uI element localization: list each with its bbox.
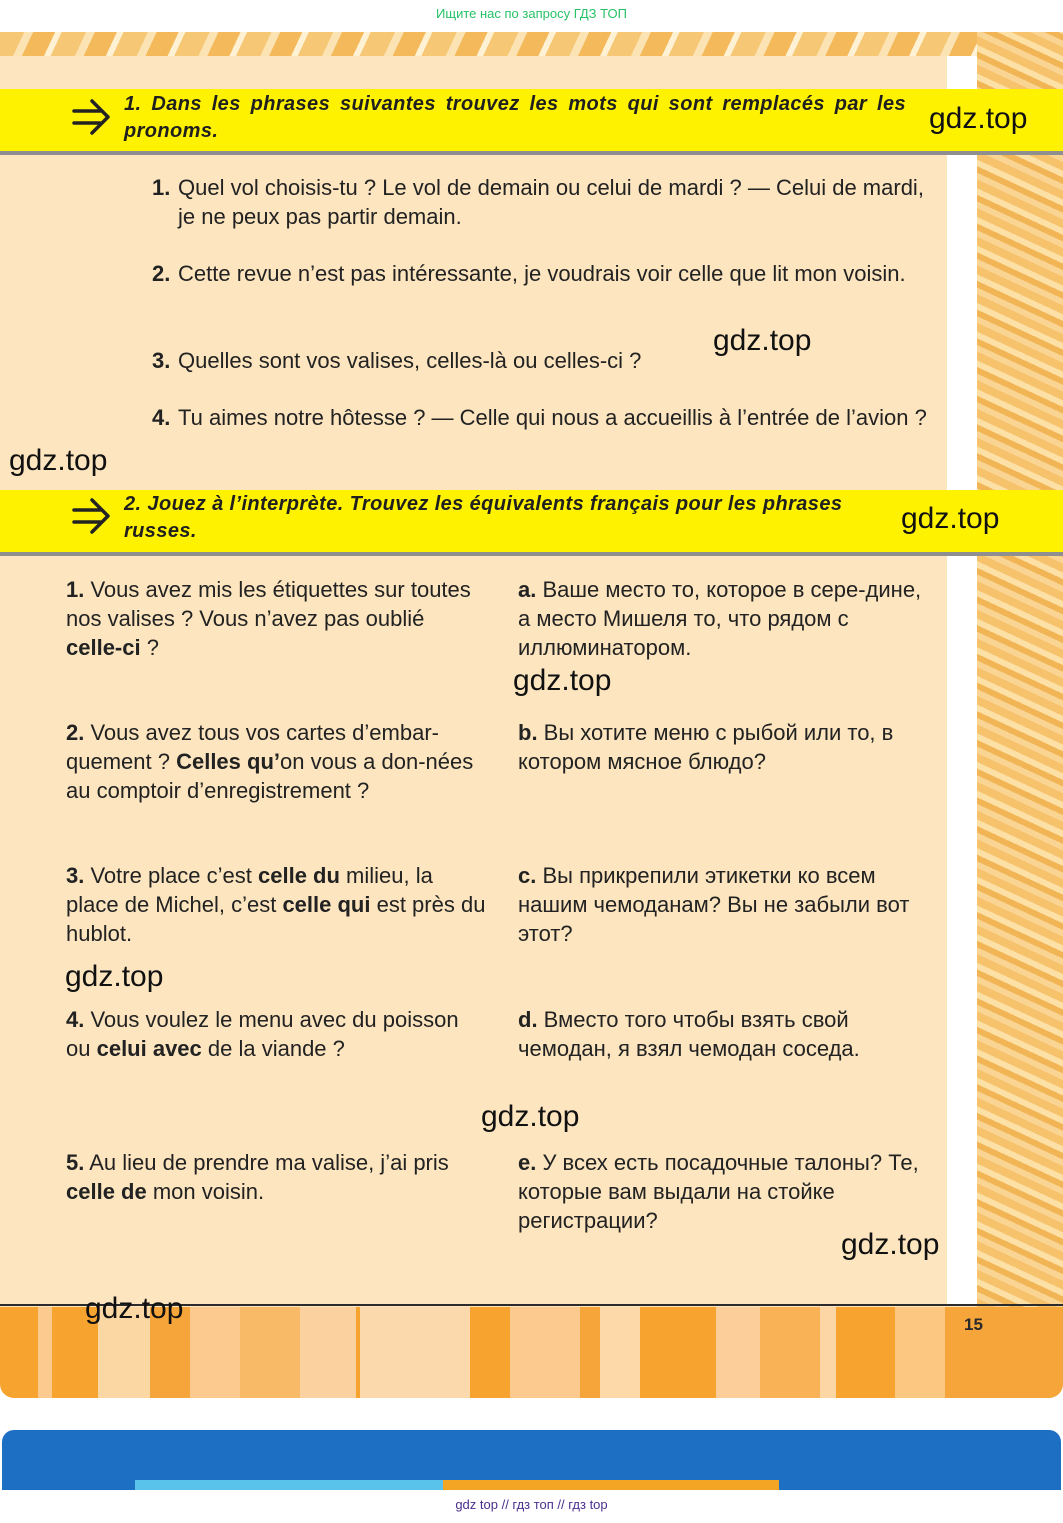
watermark: gdz.top [85,1292,184,1325]
french-phrase [66,1148,466,1206]
russian-phrase [518,1148,928,1235]
arrow-right-icon [70,496,114,536]
phrase-text: Vous avez mis les étiquettes sur toutes nos valises ? Vous n’avez pas oublié [66,577,471,631]
exercise-1-item [152,173,932,231]
russian-phrase [518,575,936,662]
exercise-2-title: 2. Jouez à l’interprète. Trouvez les équivalents français pour les phrases russes. [124,493,843,542]
phrase-number: 4. [66,1007,85,1032]
item-number: 1. [152,175,171,200]
french-phrase [66,1005,486,1063]
watermark: gdz.top [713,324,812,357]
watermark: gdz.top [841,1228,940,1261]
textbook-page [0,32,1063,1398]
watermark: gdz.top [929,102,1028,135]
phrase-text: Vous voulez le menu avec du poisson ou [66,1007,459,1061]
item-text: Cette revue n’est pas intéressante, je voudrais voir celle que lit mon voisin. [178,261,906,286]
phrase-number: 3. [66,863,85,888]
french-phrase [66,861,486,948]
exercise-1-item [152,403,932,432]
highlighted-pronoun: celle qui [282,892,371,917]
phrase-letter: b. [518,720,538,745]
watermark: gdz.top [9,444,108,477]
phrase-text: Vous avez tous vos cartes d’embar-quement ? [66,720,439,774]
exercise-1-item [152,346,932,375]
highlighted-pronoun: celle du [258,863,340,888]
phrase-text: Au lieu de prendre ma valise, j’ai pris [84,1150,449,1175]
page-content-area [0,56,947,1306]
exercise-1-item [152,259,932,288]
phrase-text: Вы прикрепили этикетки ко всем нашим чемоданам? Вы не забыли вот этот? [518,863,910,946]
page-margin-strip [947,56,977,1306]
phrase-number: 2. [66,720,85,745]
watermark: gdz.top [901,502,1000,535]
phrase-text: У всех есть посадочные талоны? Те, которые вам выдали на стойке регистрации? [518,1150,919,1233]
phrase-text: Вы хотите меню с рыбой или то, в котором мясное блюдо? [518,720,894,774]
highlighted-pronoun: Celles qu’ [176,749,280,774]
item-text: Quel vol choisis-tu ? Le vol de demain ou celui de mardi ? — Celui de mardi, je ne peux pas partir demain. [178,175,924,229]
phrase-letter: a. [518,577,537,602]
arrow-right-icon [70,97,114,137]
item-text: Quelles sont vos valises, celles-là ou celles-ci ? [178,348,642,373]
french-phrase [66,575,486,662]
item-number: 4. [152,405,171,430]
russian-phrase [518,861,936,948]
item-number: 3. [152,348,171,373]
page-number: 15 [964,1315,983,1334]
phrase-text: ? [140,635,159,660]
phrase-number: 1. [66,577,85,602]
highlighted-pronoun: celui avec [96,1036,202,1061]
phrase-letter: e. [518,1150,537,1175]
phrase-text: Вместо того чтобы взять свой чемодан, я взял чемодан соседа. [518,1007,860,1061]
decorative-right-border [977,32,1063,1307]
phrase-text: est près du hublot. [66,892,486,946]
phrase-text: milieu, la place de Michel, c’est [66,863,433,917]
highlighted-pronoun: celle-ci [66,635,141,660]
watermark: gdz.top [513,664,612,697]
phrase-letter: c. [518,863,537,888]
watermark: gdz.top [65,960,164,993]
phrase-text: de la viande ? [201,1036,345,1061]
highlighted-pronoun: celle de [66,1179,147,1204]
phrase-text: on vous a don-nées au comptoir d’enregistrement ? [66,749,474,803]
russian-phrase [518,718,936,776]
phrase-number: 5. [66,1150,85,1175]
search-hint: Ищите нас по запросу ГДЗ ТОП [436,6,627,21]
item-text: Tu aimes notre hôtesse ? — Celle qui nous a accueillis à l’entrée de l’avion ? [178,405,927,430]
phrase-text: Ваше место то, которое в сере-дине, а место Мишеля то, что рядом с иллюминатором. [518,577,922,660]
item-number: 2. [152,261,171,286]
watermark: gdz.top [481,1100,580,1133]
phrase-letter: d. [518,1007,538,1032]
footer-links[interactable]: gdz top // гдз топ // гдз top [455,1497,608,1512]
phrase-text: Votre place c’est [84,863,259,888]
french-phrase [66,718,478,805]
exercise-1-banner [0,89,1063,155]
exercise-2-banner [0,490,1063,556]
phrase-text: mon voisin. [146,1179,265,1204]
exercise-1-title: 1. Dans les phrases suivantes trouvez les mots qui sont remplacés par les pronoms. [124,93,906,142]
russian-phrase [518,1005,936,1063]
